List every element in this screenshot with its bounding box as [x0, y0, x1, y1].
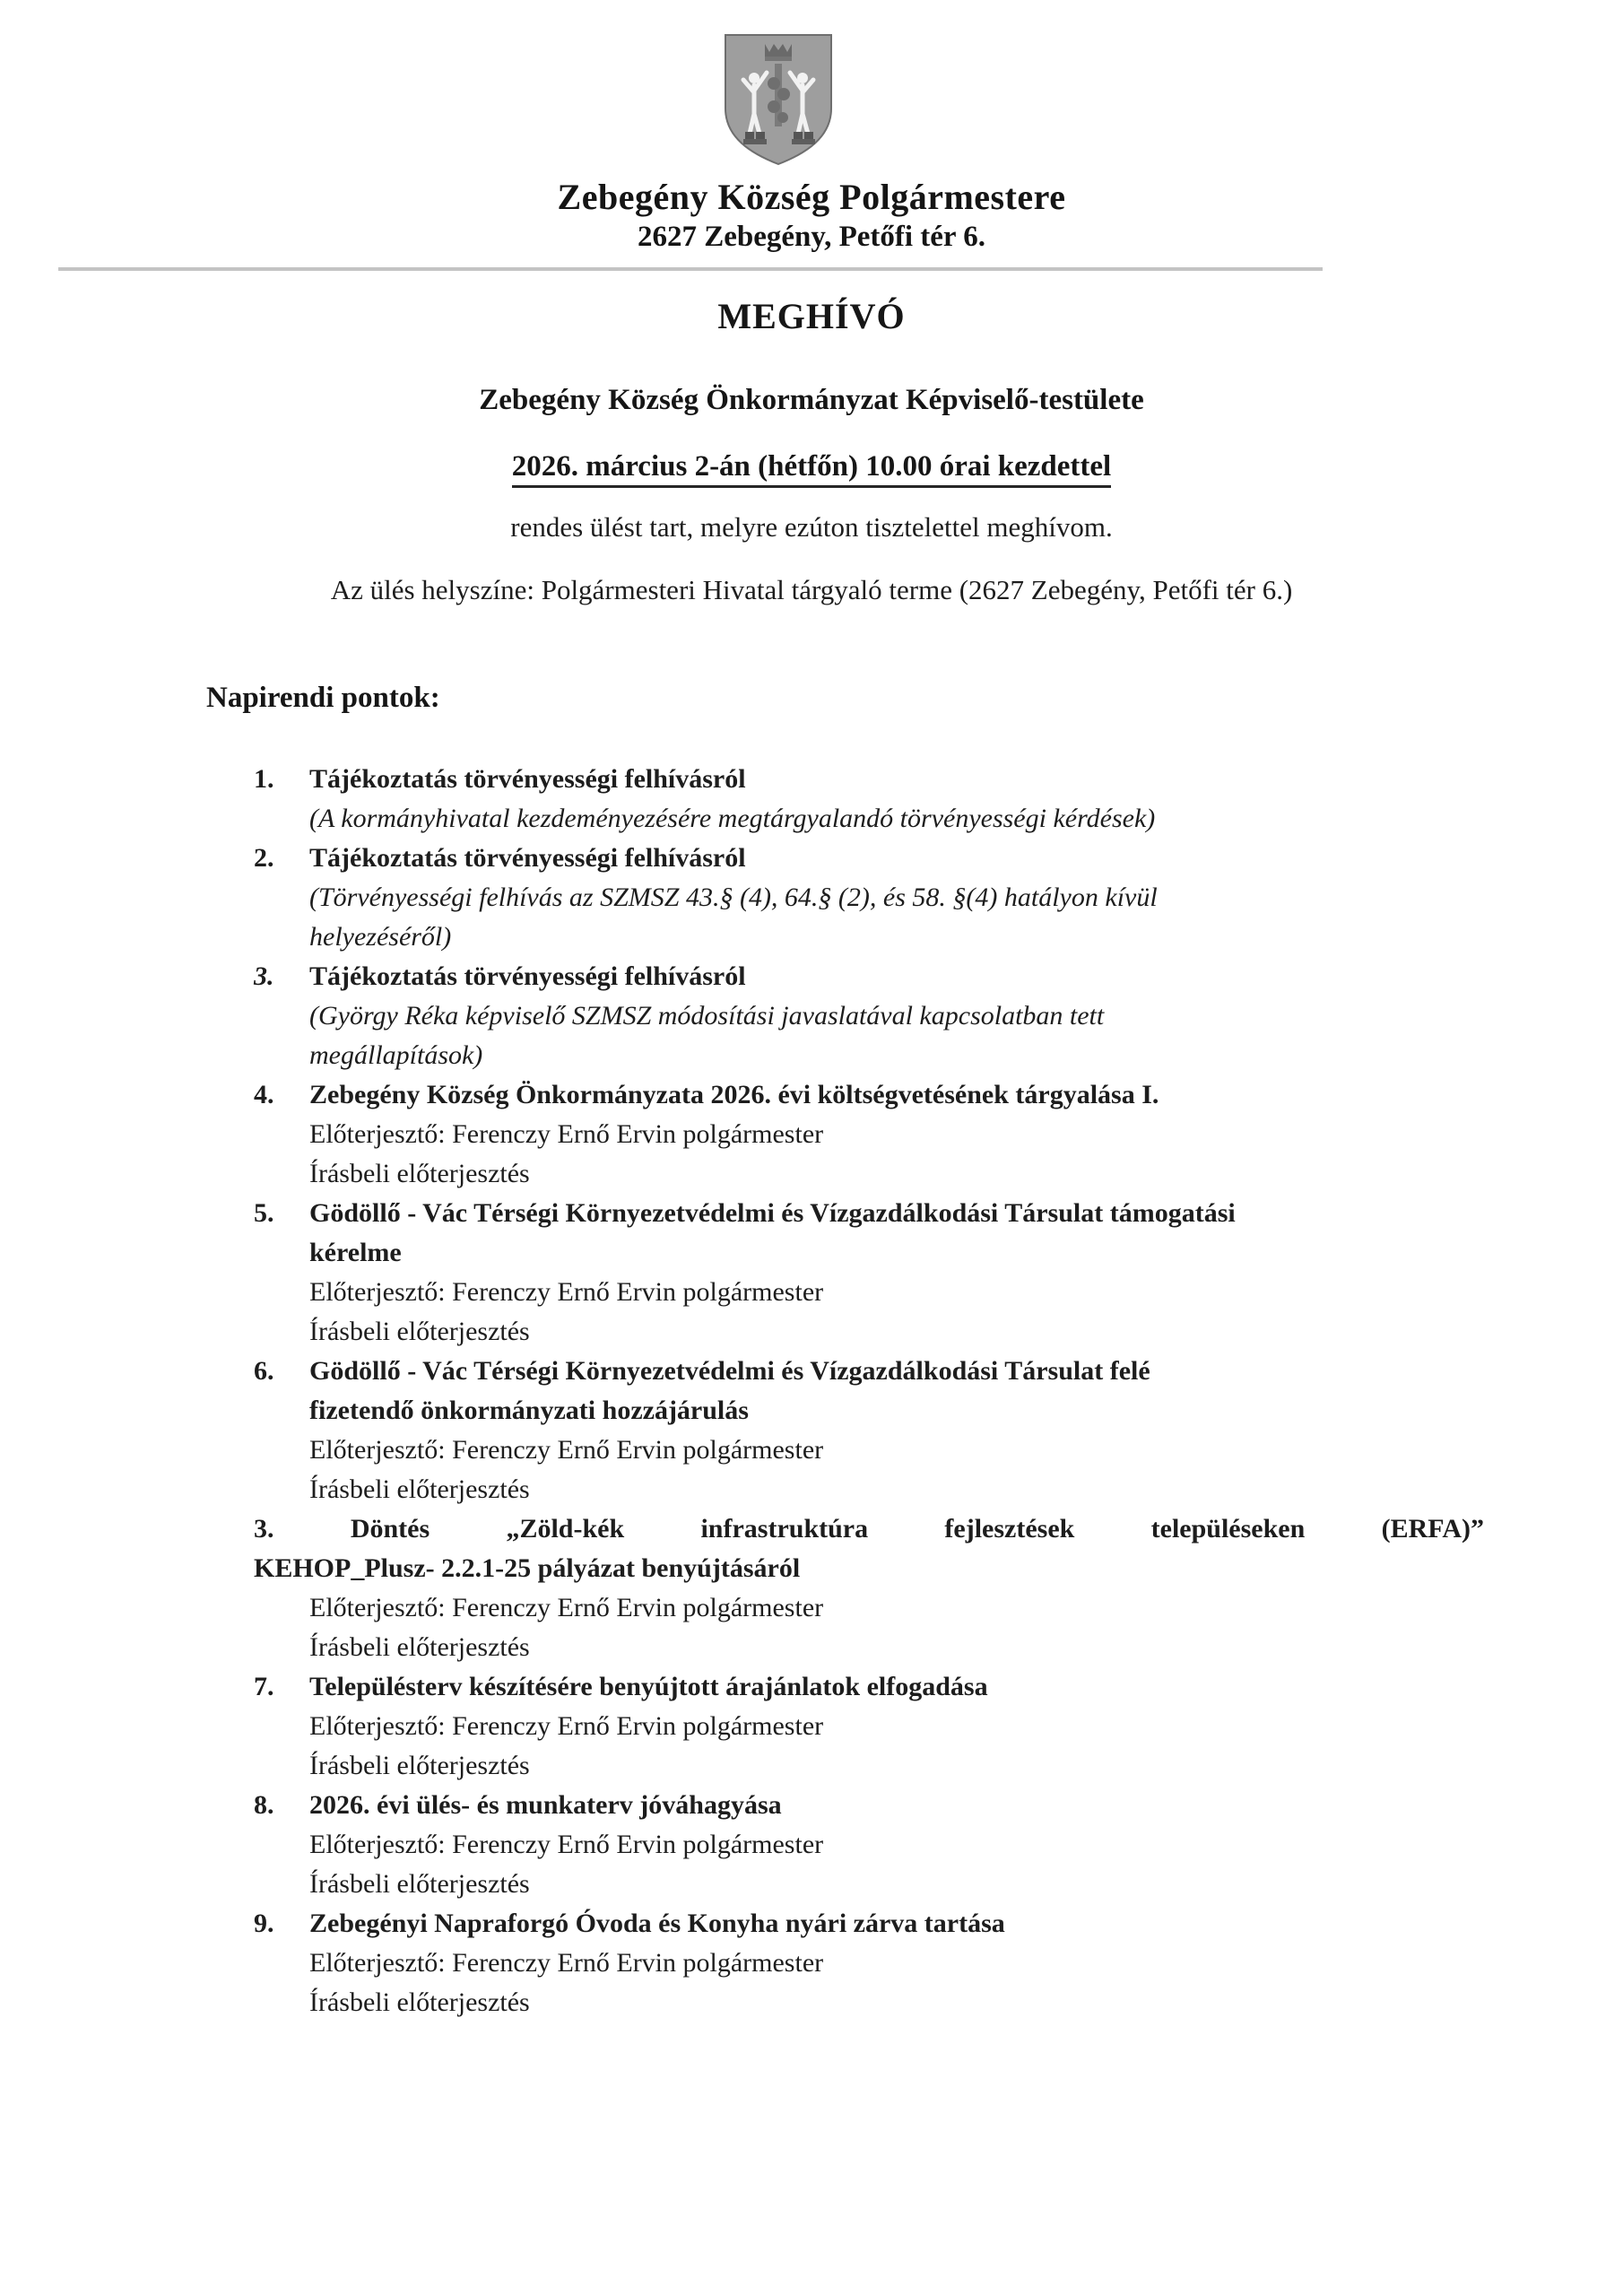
item-title: Tájékoztatás törvényességi felhívásról [309, 961, 746, 991]
header-divider [58, 267, 1323, 271]
agenda-item [254, 1904, 1484, 2022]
item-note [309, 799, 1484, 839]
item-number: 8. [254, 1790, 274, 1820]
item-title [309, 1352, 1484, 1431]
item-submission: Írásbeli előterjesztés [309, 1159, 530, 1188]
item-submission: Írásbeli előterjesztés [309, 1869, 530, 1899]
agenda-item [254, 839, 1484, 957]
item-presenter: Előterjesztő: Ferenczy Ernő Ervin polgármester [309, 1119, 824, 1149]
item-number: 1. [254, 764, 274, 794]
document-title: MEGHÍVÓ [717, 296, 906, 336]
organization-name: Zebegény Község Polgármestere [557, 177, 1066, 217]
item-presenter: Előterjesztő: Ferenczy Ernő Ervin polgármester [309, 1830, 824, 1859]
item-presenter: Előterjesztő: Ferenczy Ernő Ervin polgármester [309, 1593, 824, 1622]
item-title: Településterv készítésére benyújtott árajánlatok elfogadása [309, 1672, 988, 1701]
coat-of-arms-icon [720, 31, 837, 166]
organization-address: 2627 Zebegény, Petőfi tér 6. [638, 221, 985, 253]
item-title-line: Gödöllő - Vác Térségi Környezetvédelmi és Vízgazdálkodási Társulat támogatási [309, 1198, 1236, 1228]
item-title: Zebegényi Napraforgó Óvoda és Konyha nyári zárva tartása [309, 1909, 1005, 1938]
item-number: 2. [254, 843, 274, 873]
item-title: Zebegény Község Önkormányzata 2026. évi költségvetésének tárgyalása I. [309, 1080, 1159, 1109]
item-note-line: helyezéséről) [309, 922, 452, 952]
item-submission: Írásbeli előterjesztés [309, 1317, 530, 1346]
agenda-heading: Napirendi pontok: [206, 682, 440, 714]
agenda-list [254, 760, 1484, 2022]
item-number: 6. [254, 1356, 274, 1386]
agenda-item [254, 957, 1484, 1075]
item-presenter: Előterjesztő: Ferenczy Ernő Ervin polgármester [309, 1711, 824, 1741]
agenda-item-head [254, 1667, 1484, 1707]
meeting-datetime [0, 450, 1623, 483]
item-title-line: Gödöllő - Vác Térségi Környezetvédelmi és Vízgazdálkodási Társulat felé [309, 1356, 1150, 1386]
item-note [309, 996, 1484, 1075]
item-title [309, 1194, 1484, 1273]
committee-name: Zebegény Község Önkormányzat Képviselő-testülete [479, 384, 1144, 416]
item-submission: Írásbeli előterjesztés [309, 1987, 530, 2017]
item-note-line: (György Réka képviselő SZMSZ módosítási javaslatával kapcsolatban tett [309, 1001, 1105, 1031]
agenda-item-head [254, 760, 1484, 799]
item-submission: Írásbeli előterjesztés [309, 1632, 530, 1662]
agenda-item [254, 760, 1484, 839]
item-submission: Írásbeli előterjesztés [309, 1751, 530, 1780]
item-presenter: Előterjesztő: Ferenczy Ernő Ervin polgármester [309, 1948, 824, 1978]
item-note [309, 878, 1484, 957]
agenda-item [254, 1075, 1484, 1194]
agenda-item [254, 1786, 1484, 1904]
agenda-item [254, 1194, 1484, 1352]
agenda-item-head [254, 839, 1484, 878]
item-presenter: Előterjesztő: Ferenczy Ernő Ervin polgármester [309, 1277, 824, 1307]
item-number: 9. [254, 1909, 274, 1938]
agenda-item-head [254, 1786, 1484, 1825]
item-submission: Írásbeli előterjesztés [309, 1474, 530, 1504]
agenda-item-head [254, 1352, 1484, 1431]
item-title: Döntés „Zöld-kék infrastruktúra fejlesztések településeken (ERFA)” [350, 1514, 1485, 1544]
item-note-line: (A kormányhivatal kezdeményezésére megtárgyalandó törvényességi kérdések) [309, 804, 1156, 833]
item-title-line: fizetendő önkormányzati hozzájárulás [309, 1396, 749, 1425]
item-note-line: (Törvényességi felhívás az SZMSZ 43.§ (4), 64.§ (2), és 58. §(4) hatályon kívül [309, 883, 1158, 912]
item-number: 3. [254, 961, 274, 991]
item-number: 3. [254, 1514, 274, 1544]
agenda-item-head [254, 1194, 1484, 1273]
meeting-datetime-text: 2026. március 2-án (hétfőn) 10.00 órai kezdettel [512, 450, 1111, 488]
item-note-line: megállapítások) [309, 1040, 483, 1070]
item-title: Tájékoztatás törvényességi felhívásról [309, 764, 746, 794]
item-number: 4. [254, 1080, 274, 1109]
agenda-item-head [254, 1075, 1484, 1115]
agenda-item-head [254, 1904, 1484, 1944]
item-title-line: KEHOP_Plusz- 2.2.1-25 pályázat benyújtásáról [254, 1553, 801, 1583]
agenda-item [254, 1352, 1484, 1509]
agenda-item [254, 1667, 1484, 1786]
item-title: 2026. évi ülés- és munkaterv jóváhagyása [309, 1790, 782, 1820]
item-title: Tájékoztatás törvényességi felhívásról [309, 843, 746, 873]
item-title-line: kérelme [309, 1238, 402, 1267]
agenda-item-head-justified [254, 1509, 1484, 1549]
item-number: 7. [254, 1672, 274, 1701]
agenda-section [0, 682, 1623, 2022]
item-presenter: Előterjesztő: Ferenczy Ernő Ervin polgármester [309, 1435, 824, 1465]
item-number: 5. [254, 1198, 274, 1228]
agenda-item-head [254, 957, 1484, 996]
invitation-sentence: rendes ülést tart, melyre ezúton tisztelettel meghívom. [510, 511, 1113, 543]
meeting-location: Az ülés helyszíne: Polgármesteri Hivatal tárgyaló terme (2627 Zebegény, Petőfi tér 6.) [330, 574, 1293, 605]
agenda-item [254, 1509, 1484, 1667]
